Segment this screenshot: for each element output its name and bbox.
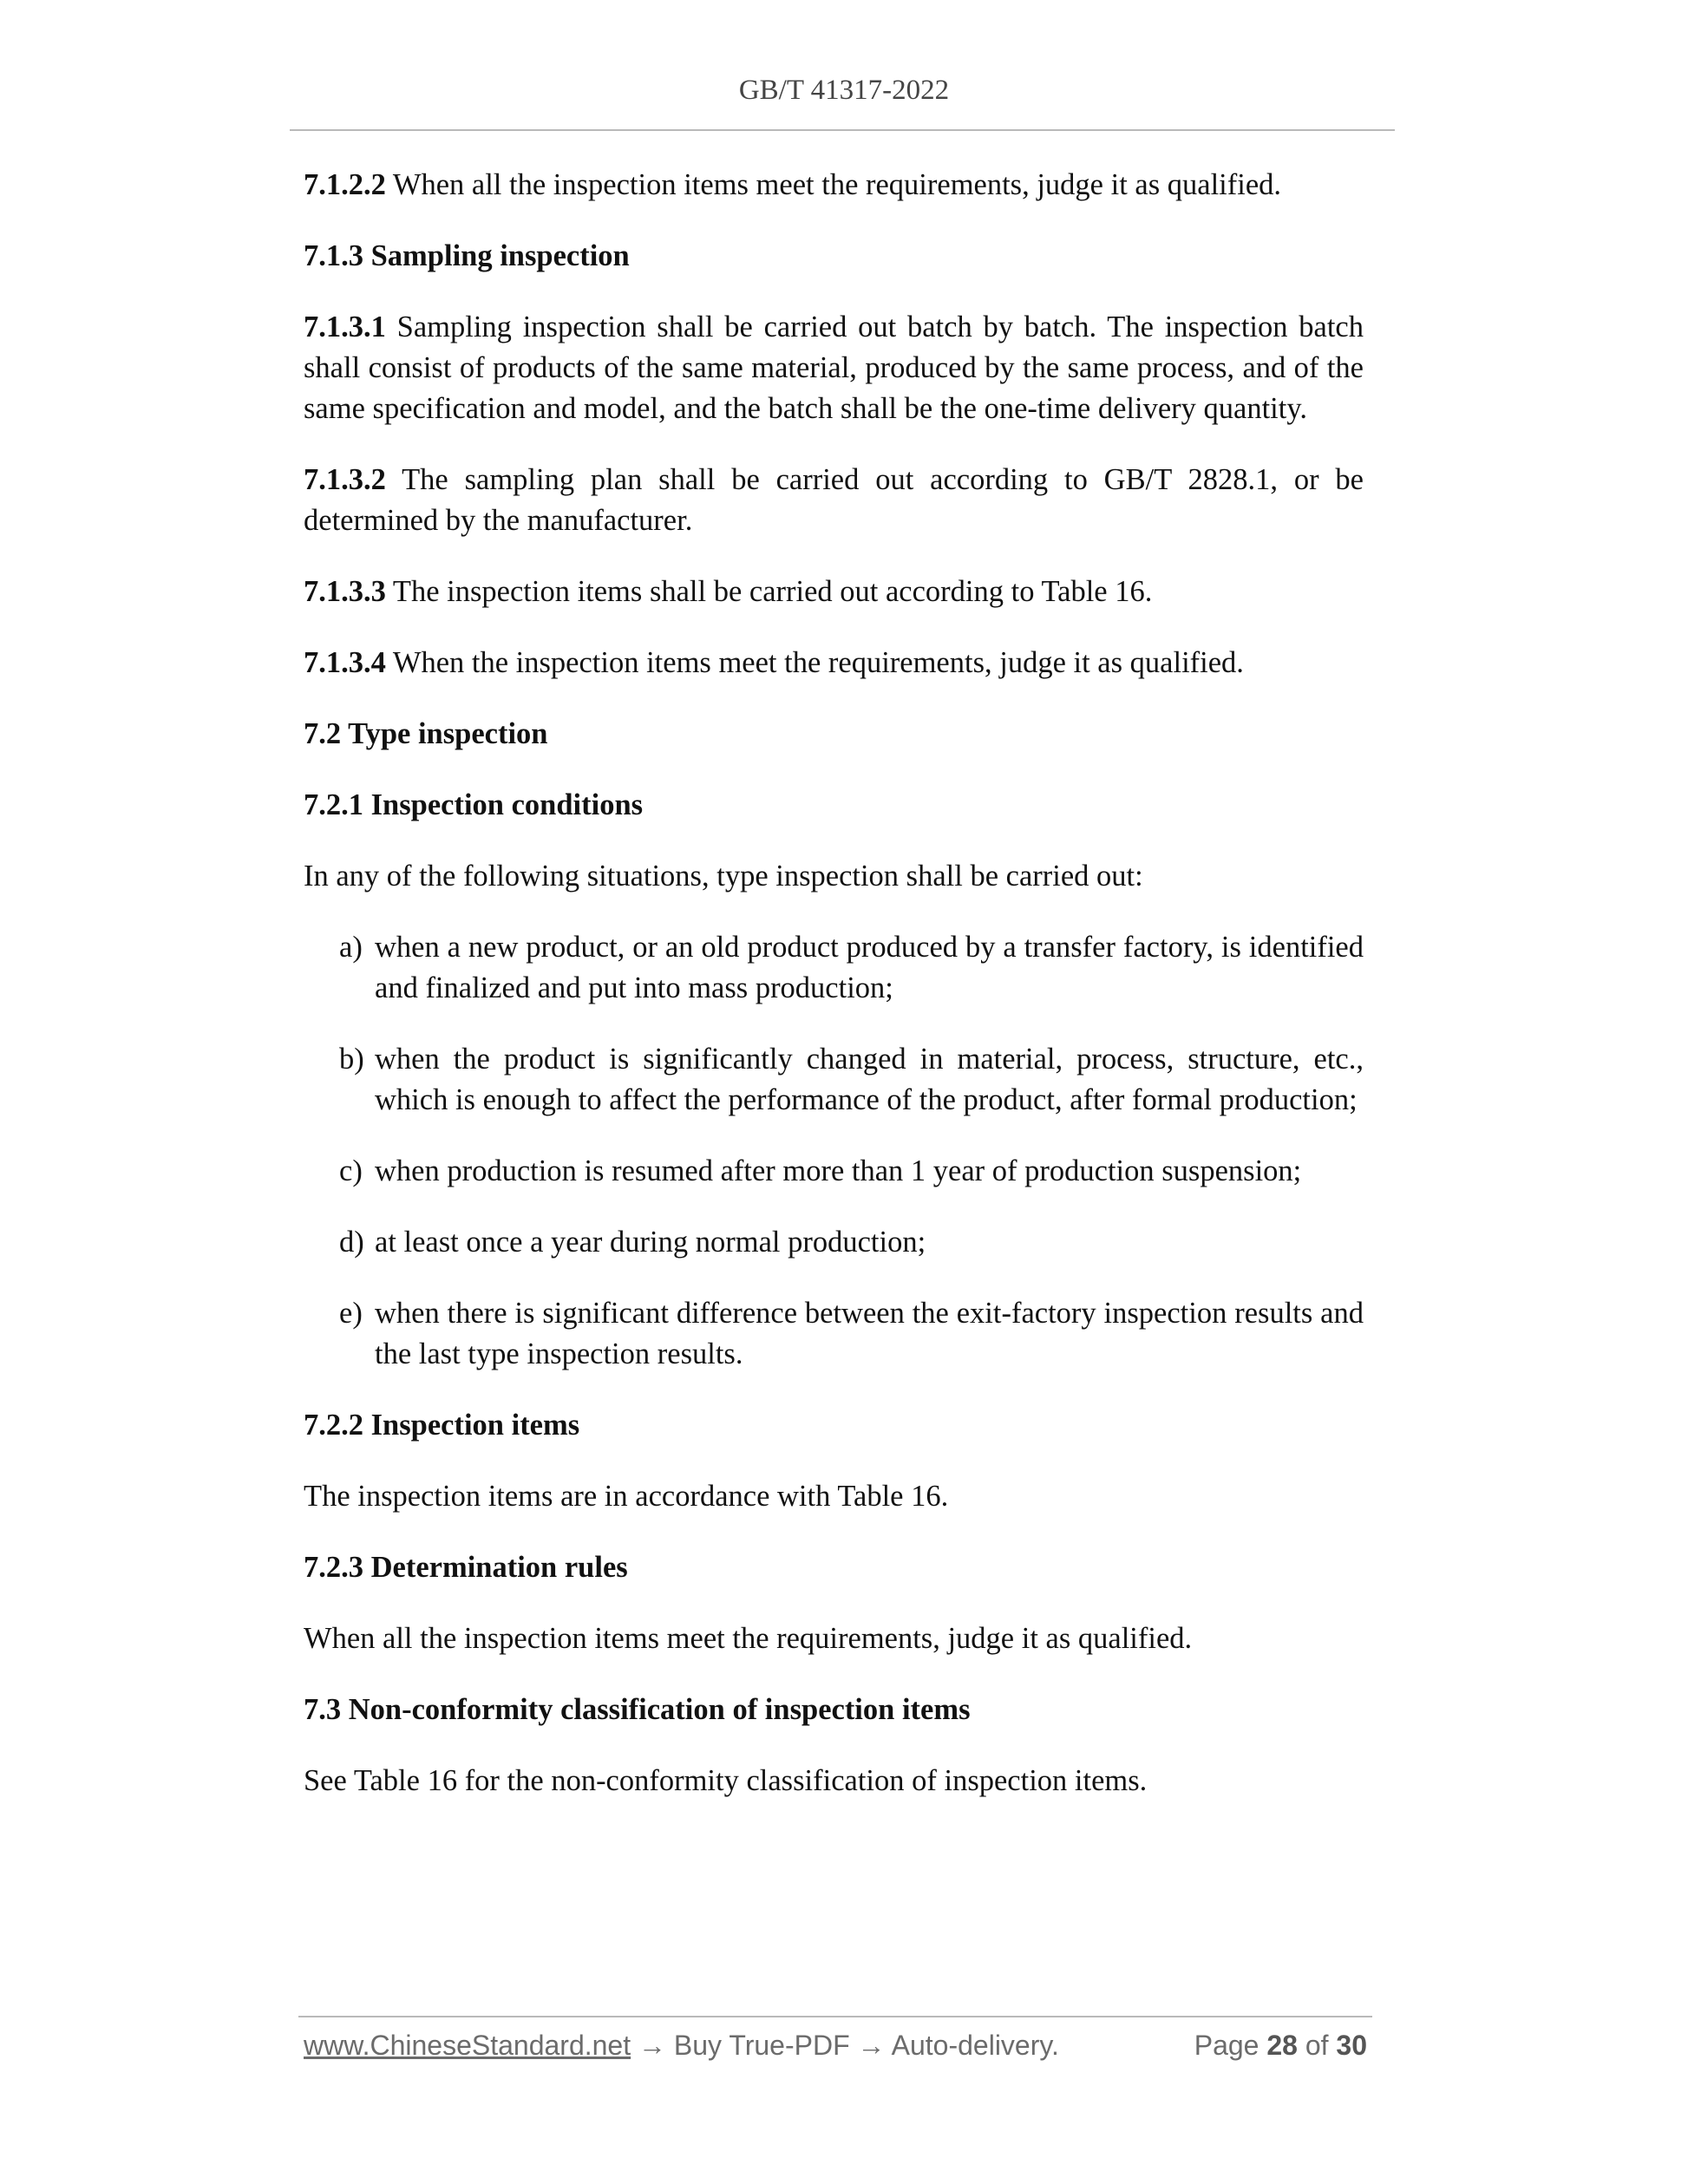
list-text: when the product is significantly changed in material, process, structure, etc., which is enough to affect the performance of the product, after formal production; — [375, 1043, 1364, 1116]
list-item — [304, 1222, 1364, 1263]
list-text: at least once a year during normal production; — [375, 1226, 926, 1259]
chinesestandard-link[interactable]: www.ChineseStandard.net — [304, 2030, 631, 2061]
arrow-icon: → — [849, 2030, 892, 2061]
list-marker: b) — [339, 1043, 364, 1076]
header-divider — [290, 129, 1395, 131]
standard-code-header: GB/T 41317-2022 — [738, 75, 950, 106]
clause-7-1-2-2 — [304, 165, 1364, 206]
delivery-text: Auto-delivery. — [891, 2030, 1059, 2061]
heading-7-1-3: 7.1.3 Sampling inspection — [304, 239, 630, 272]
page-number — [1194, 2030, 1367, 2062]
total-pages: 30 — [1336, 2030, 1367, 2061]
list-text: when production is resumed after more than 1 year of production suspension; — [375, 1154, 1302, 1187]
clause-text: When all the inspection items meet the requirements, judge it as qualified. — [385, 168, 1282, 201]
list-marker: e) — [339, 1297, 363, 1330]
list-marker: a) — [339, 931, 363, 964]
paragraph-7-3: See Table 16 for the non-conformity classification of inspection items. — [304, 1764, 1148, 1797]
clause-text: Sampling inspection shall be carried out batch by batch. The inspection batch shall consist of products of the same material, produced by the same process, and of the same specification and model, and the batch shall be the one-time delivery quantity. — [304, 311, 1364, 425]
heading-7-2-1: 7.2.1 Inspection conditions — [304, 788, 644, 821]
list-item — [304, 1039, 1364, 1121]
list-text: when there is significant difference between the exit-factory inspection results and the last type inspection results. — [375, 1297, 1364, 1370]
clause-number: 7.1.3.2 — [304, 463, 386, 496]
buy-text: Buy True-PDF — [673, 2030, 850, 2061]
clause-7-1-3-1 — [304, 307, 1364, 429]
clause-7-1-3-2 — [304, 460, 1364, 541]
heading-7-3: 7.3 Non-conformity classification of inspection items — [304, 1693, 971, 1726]
clause-7-1-3-3 — [304, 572, 1364, 612]
list-marker: c) — [339, 1154, 363, 1187]
list-marker: d) — [339, 1226, 364, 1259]
footer-promo — [304, 2030, 1059, 2062]
clause-text: The sampling plan shall be carried out according to GB/T 2828.1, or be determined by the manufacturer. — [304, 463, 1364, 537]
list-item — [304, 1293, 1364, 1375]
heading-7-2-3: 7.2.3 Determination rules — [304, 1551, 628, 1584]
list-item — [304, 1151, 1364, 1192]
list-text: when a new product, or an old product produced by a transfer factory, is identified and finalized and put into mass production; — [375, 931, 1364, 1004]
footer-divider — [298, 2016, 1372, 2017]
arrow-icon: → — [631, 2030, 674, 2061]
page-label: Page — [1194, 2030, 1259, 2061]
heading-7-2: 7.2 Type inspection — [304, 717, 548, 750]
clause-number: 7.1.3.3 — [304, 575, 386, 608]
document-body — [304, 165, 1364, 1832]
paragraph-7-2-2: The inspection items are in accordance with Table 16. — [304, 1480, 949, 1513]
clause-text: The inspection items shall be carried out according to Table 16. — [385, 575, 1153, 608]
clause-number: 7.1.3.4 — [304, 646, 386, 679]
clause-text: When the inspection items meet the requirements, judge it as qualified. — [385, 646, 1244, 679]
clause-number: 7.1.3.1 — [304, 311, 386, 343]
clause-number: 7.1.2.2 — [304, 168, 386, 201]
paragraph-7-2-1: In any of the following situations, type inspection shall be carried out: — [304, 860, 1143, 893]
clause-7-1-3-4 — [304, 643, 1364, 683]
of-label: of — [1305, 2030, 1329, 2061]
paragraph-7-2-3: When all the inspection items meet the requirements, judge it as qualified. — [304, 1622, 1193, 1655]
list-item — [304, 927, 1364, 1009]
current-page: 28 — [1266, 2030, 1298, 2061]
heading-7-2-2: 7.2.2 Inspection items — [304, 1409, 580, 1442]
